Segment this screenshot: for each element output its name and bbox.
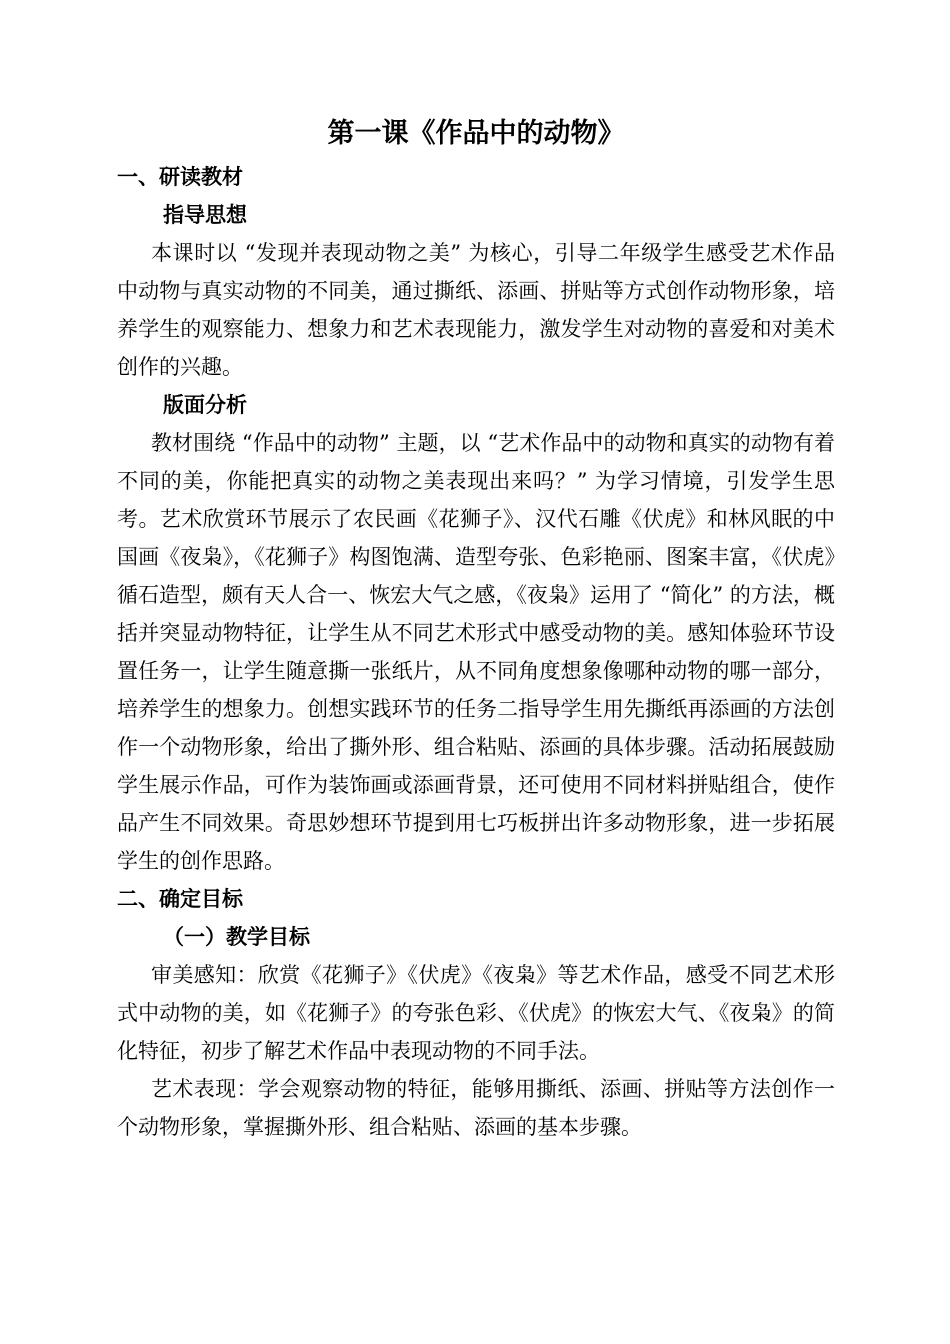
paragraph-artistic-expression: 艺术表现：学会观察动物的特征，能够用撕纸、添画、拼贴等方法创作一个动物形象，掌握撕外形、组合粘贴、添画的基本步骤。 (117, 1077, 835, 1139)
section-heading-set-goals: 二、确定目标 (117, 887, 243, 911)
section-heading-study-materials: 一、研读教材 (117, 165, 243, 189)
document-page (117, 112, 835, 1146)
paragraph-layout-analysis: 教材围绕 “作品中的动物” 主题，以 “艺术作品中的动物和真实的动物有着不同的美，你能把真实的动物之美表现出来吗？” 为学习情境，引发学生思考。艺术欣赏环节展示了农民画《花狮子》、汉代石雕《伏虎》和林风眠的中国画《夜枭》，《花狮子》构图饱满、造型夸张、色彩艳丽、图案丰富，《伏虎》循石造型，颇有天人合一、恢宏大气之感，《夜枭》运用了 “简化” 的方法，概括并突显动物特征，让学生从不同艺术形式中感受动物的美。感知体验环节设置任务一，让学生随意撕一张纸片，从不同角度想象像哪种动物的哪一部分，培养学生的想象力。创想实践环节的任务二指导学生用先撕纸再添画的方法创作一个动物形象，给出了撕外形、组合粘贴、添画的具体步骤。活动拓展鼓励学生展示作品，可作为装饰画或添画背景，还可使用不同材料拼贴组合，使作品产生不同效果。奇思妙想环节提到用七巧板拼出许多动物形象，进一步拓展学生的创作思路。 (117, 431, 835, 873)
sub-heading-teaching-goals: （一）教学目标 (163, 925, 310, 949)
document-title: 第一课《作品中的动物》 (327, 118, 625, 149)
paragraph-guiding-idea: 本课时以 “发现并表现动物之美” 为核心，引导二年级学生感受艺术作品中动物与真实动物的不同美，通过撕纸、添画、拼贴等方式创作动物形象，培养学生的观察能力、想象力和艺术表现能力，激发学生对动物的喜爱和对美术创作的兴趣。 (117, 241, 835, 379)
sub-heading-layout-analysis: 版面分析 (163, 393, 247, 417)
paragraph-aesthetic-perception: 审美感知：欣赏《花狮子》《伏虎》《夜枭》等艺术作品，感受不同艺术形式中动物的美，如《花狮子》的夸张色彩、《伏虎》的恢宏大气、《夜枭》的简化特征，初步了解艺术作品中表现动物的不同手法。 (117, 963, 835, 1063)
sub-heading-guiding-idea: 指导思想 (163, 203, 247, 227)
